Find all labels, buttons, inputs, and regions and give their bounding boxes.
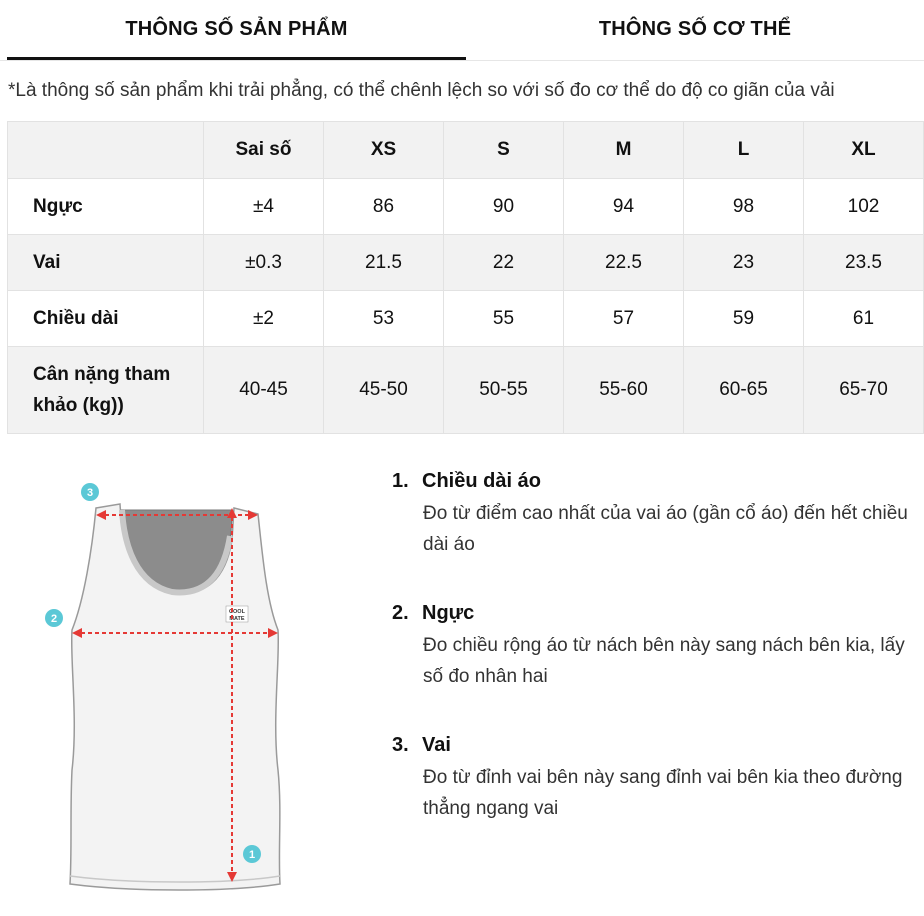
step-title: Vai xyxy=(422,734,451,756)
table-cell: 65-70 xyxy=(804,347,924,434)
table-cell: ±4 xyxy=(204,179,324,235)
table-cell: 61 xyxy=(804,291,924,347)
step-number: 1. xyxy=(392,470,409,492)
table-cell: 57 xyxy=(564,291,684,347)
table-cell: 94 xyxy=(564,179,684,235)
row-label: Chiều dài xyxy=(8,291,204,347)
tab-product-specs[interactable]: THÔNG SỐ SẢN PHẨM xyxy=(7,0,466,58)
table-cell: 60-65 xyxy=(684,347,804,434)
table-cell: 102 xyxy=(804,179,924,235)
table-cell: 86 xyxy=(324,179,444,235)
step-description: Đo từ đỉnh vai bên này sang đỉnh vai bên kia theo đường thẳng ngang vai xyxy=(423,767,903,819)
size-tabs xyxy=(0,0,924,61)
marker-2-label: 2 xyxy=(50,613,58,625)
tab-body-specs[interactable]: THÔNG SỐ CƠ THỂ xyxy=(598,17,792,40)
table-cell: 23.5 xyxy=(804,235,924,291)
step-chest xyxy=(392,598,912,692)
table-header-cell xyxy=(8,122,204,179)
size-table xyxy=(7,121,924,434)
table-row xyxy=(8,235,924,291)
table-header-row xyxy=(8,122,924,179)
table-header-cell: Sai số xyxy=(204,122,324,179)
table-cell: 55 xyxy=(444,291,564,347)
step-number: 3. xyxy=(392,734,409,756)
step-description: Đo chiều rộng áo từ nách bên này sang nách bên kia, lấy số đo nhân hai xyxy=(423,635,905,687)
logo-text: MATE xyxy=(229,616,245,622)
table-header-cell: S xyxy=(444,122,564,179)
step-shoulder xyxy=(392,730,912,824)
measurement-steps xyxy=(392,466,912,862)
table-cell: 55-60 xyxy=(564,347,684,434)
row-label: Cân nặng tham khảo (kg)) xyxy=(8,347,204,434)
step-number: 2. xyxy=(392,602,409,624)
table-cell: 21.5 xyxy=(324,235,444,291)
logo-text: COOL xyxy=(229,609,245,615)
table-cell: 98 xyxy=(684,179,804,235)
table-cell: 50-55 xyxy=(444,347,564,434)
table-cell: 90 xyxy=(444,179,564,235)
table-row xyxy=(8,291,924,347)
table-cell: 23 xyxy=(684,235,804,291)
marker-1-label: 1 xyxy=(248,849,256,861)
table-cell: ±2 xyxy=(204,291,324,347)
flat-measurement-note: *Là thông số sản phẩm khi trải phẳng, có thể chênh lệch so với số đo cơ thể do độ co giãn của vải xyxy=(8,80,835,101)
table-cell: 53 xyxy=(324,291,444,347)
table-row xyxy=(8,347,924,434)
table-header-cell: M xyxy=(564,122,684,179)
tank-top-illustration xyxy=(40,470,320,910)
table-cell: 45-50 xyxy=(324,347,444,434)
table-cell: 40-45 xyxy=(204,347,324,434)
row-label: Vai xyxy=(8,235,204,291)
step-title: Ngực xyxy=(422,602,475,624)
marker-3-label: 3 xyxy=(86,487,94,499)
table-header-cell: L xyxy=(684,122,804,179)
table-cell: 22 xyxy=(444,235,564,291)
table-cell: 59 xyxy=(684,291,804,347)
step-length xyxy=(392,466,912,560)
step-description: Đo từ điểm cao nhất của vai áo (gần cổ áo) đến hết chiều dài áo xyxy=(423,503,908,555)
table-cell: ±0.3 xyxy=(204,235,324,291)
table-header-cell: XS xyxy=(324,122,444,179)
table-cell: 22.5 xyxy=(564,235,684,291)
step-title: Chiều dài áo xyxy=(422,470,541,492)
table-header-cell: XL xyxy=(804,122,924,179)
table-row xyxy=(8,179,924,235)
row-label: Ngực xyxy=(8,179,204,235)
